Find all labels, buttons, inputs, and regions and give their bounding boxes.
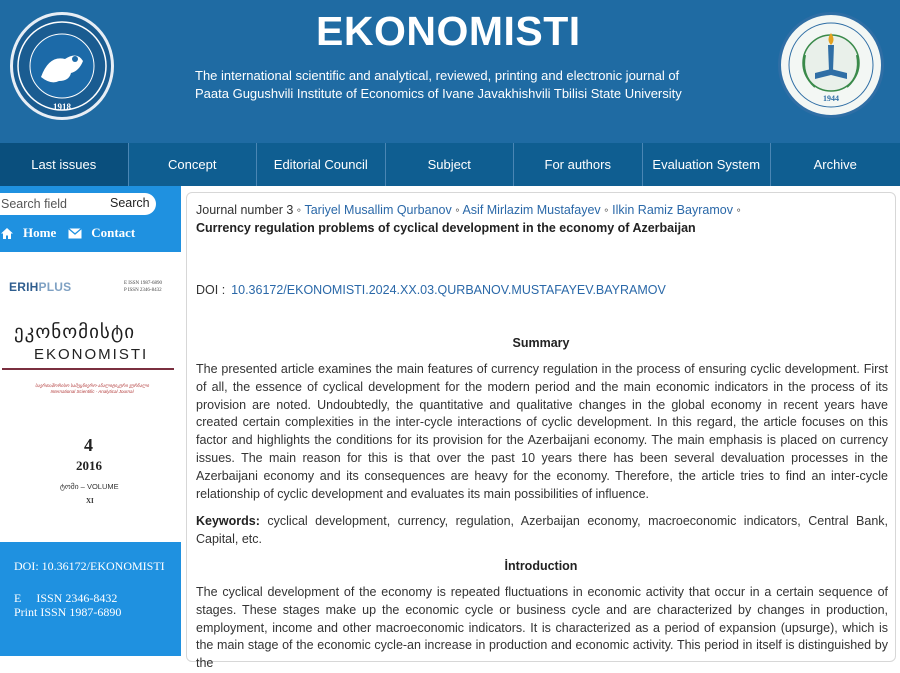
home-label: Home [23, 225, 57, 240]
nav-last-issues[interactable]: Last issues [0, 143, 129, 186]
author-link[interactable]: Tariyel Musallim Qurbanov [304, 203, 452, 217]
nav-for-authors[interactable]: For authors [514, 143, 643, 186]
introduction-heading: İntroduction [504, 559, 578, 573]
nav-concept[interactable]: Concept [129, 143, 258, 186]
cover-georgian-title: ეკონომისტი [14, 322, 136, 343]
subtitle-line-1: The international scientific and analytical, reviewed, printing and electronic journal of [195, 68, 680, 83]
nav-archive[interactable]: Archive [813, 157, 857, 172]
article-panel [186, 192, 896, 671]
main-nav [0, 143, 900, 186]
article-meta: Journal number 3 ◦ Tariyel Musallim Qurbanov ◦ Asif Mirlazim Mustafayev ◦ Ilkin Ramiz Bayramov ◦ [196, 203, 741, 217]
search-button[interactable]: Search [110, 196, 150, 210]
cover-volume-number: XI [86, 497, 94, 505]
contact-link[interactable] [68, 225, 135, 241]
article-doi [196, 283, 666, 297]
author-link[interactable]: Asif Mirlazim Mustafayev [462, 203, 601, 217]
keywords-label: Keywords: [196, 514, 260, 528]
sidebar-info-panel [0, 542, 181, 656]
cover-issn: E ISSN 1987-6890 P ISSN 2346-8432 [124, 281, 163, 293]
cover-divider [2, 368, 174, 370]
cover-latin-title: EKONOMISTI [34, 346, 149, 363]
cover-volume: ტომი – VOLUME [60, 482, 119, 491]
cover-year: 2016 [76, 458, 102, 473]
nav-evaluation-system[interactable]: Evaluation System [643, 143, 772, 186]
sidebar-issn [14, 591, 121, 619]
site-subtitle [195, 67, 755, 103]
journal-cover[interactable] [0, 252, 181, 542]
svg-text:1918: 1918 [53, 102, 71, 112]
sidebar-issn-e: E ISSN 2346-8432 [14, 591, 118, 605]
sidebar-search-panel [0, 186, 181, 252]
home-icon [0, 227, 14, 240]
svg-text:1944: 1944 [823, 94, 839, 103]
search-input[interactable] [0, 193, 104, 215]
nav-editorial-council[interactable]: Editorial Council [257, 143, 386, 186]
doi-link[interactable]: 10.36172/EKONOMISTI.2024.XX.03.QURBANOV.MUSTAFAYEV.BAYRAMOV [231, 283, 666, 297]
article-title: Currency regulation problems of cyclical development in the economy of Azerbaijan [196, 221, 696, 235]
introduction-text: The cyclical development of the economy is repeated fluctuations in economic activity that occur in a certain sequence of stages. These stages make up the economic cycle or business cycle and are characterized by changes in production, employment, income and other macroeconomic indicators. It is characterized as a period of expansion (upsurge), which is the main stage of the economic cycle-an increase in production and economic activity. This period in itself is distinguished by the [196, 585, 888, 671]
contact-label: Contact [91, 225, 136, 240]
envelope-icon [68, 228, 82, 239]
institute-seal-icon[interactable] [778, 12, 884, 118]
home-link[interactable] [0, 225, 56, 241]
nav-subject[interactable]: Subject [386, 143, 515, 186]
doi-label: DOI : [196, 283, 226, 297]
university-seal-icon[interactable] [10, 12, 114, 120]
cover-issue-number: 4 [84, 435, 93, 455]
journal-number: Journal number 3 [196, 203, 294, 217]
sidebar-links [0, 223, 147, 243]
keywords-text: cyclical development, currency, regulation, Azerbaijan economy, macroeconomic indicators, Central Bank, Capital, etc. [196, 514, 888, 546]
sidebar-issn-print: Print ISSN 1987-6890 [14, 605, 122, 619]
site-header [0, 0, 900, 143]
sidebar-doi: DOI: 10.36172/EKONOMISTI [14, 559, 165, 573]
erih-plus-logo: ERIHPLUS [9, 280, 72, 294]
author-link[interactable]: Ilkin Ramiz Bayramov [612, 203, 733, 217]
cover-tagline: საერთაშორისო სამეცნიერო-ანალიტიკური ჟურნალი International Scientific - Analytical Journal [35, 383, 149, 394]
keywords [196, 513, 888, 549]
summary-heading: Summary [512, 336, 570, 350]
search-box [0, 193, 156, 215]
site-title: EKONOMISTI [316, 8, 581, 54]
summary-text: The presented article examines the main features of currency regulation in the process of ensuring cyclic development. First of all, the essence of cyclical development for the modern period and the main economic indicators in the process of its provision are noted. Undoubtedly, the quantitative and qualitative changes in the global economy in recent years have created certain complexities in the inter-cycle interactions of cyclic development. In this regard, the article focuses on this factor and highlights the conditions for its provision for the Azerbaijani economy. The main emphasis is placed on currency issues. The main reason for this is that over the past 10 years there has been several devaluation processes in the Azerbaijani economy and its consequences are heavy for the economy. Therefore, the article tries to find an inter-cycle relationship of cyclic development and evaluates its main possibilities of influence. [196, 362, 888, 501]
subtitle-line-2: Paata Gugushvili Institute of Economics of Ivane Javakhishvili Tbilisi State University [195, 86, 682, 101]
